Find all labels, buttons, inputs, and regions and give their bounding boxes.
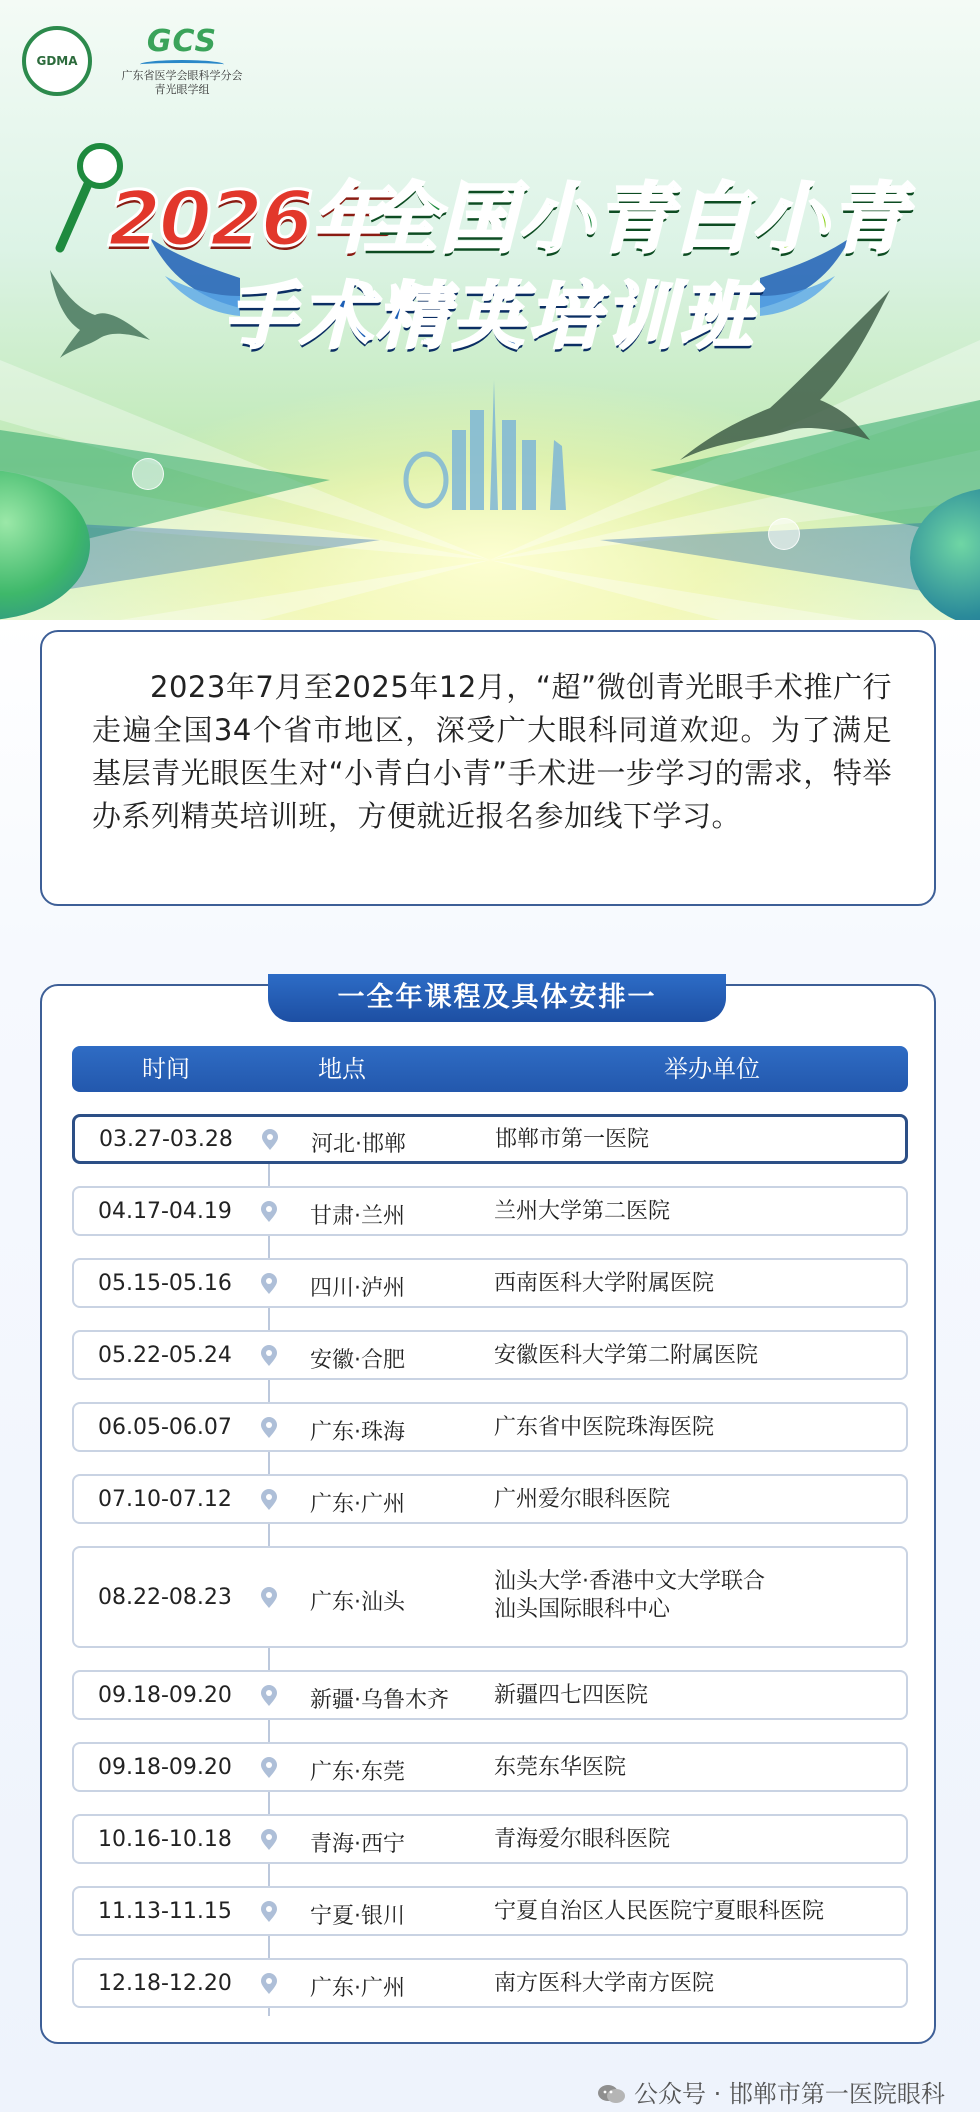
doctor-icon: [132, 458, 164, 490]
main-title: [70, 150, 950, 263]
row-host: 西南医科大学附属医院: [494, 1271, 715, 1296]
location-pin-icon: [258, 1345, 280, 1367]
location-pin-icon: [258, 1417, 280, 1439]
row-host-line-2: 汕头国际眼科中心: [494, 1597, 671, 1622]
eagle-left-icon: [40, 270, 150, 360]
table-row[interactable]: [72, 1330, 908, 1380]
hero-banner: [0, 0, 980, 620]
gdma-logo-text: GDMA: [36, 54, 78, 68]
row-date: 05.15-05.16: [98, 1271, 232, 1296]
row-host: 汕头大学·香港中文大学联合: [494, 1569, 765, 1594]
header-time: 时间: [142, 1055, 190, 1083]
row-host: 广州爱尔眼科医院: [494, 1487, 671, 1512]
footer-watermark: [596, 2074, 945, 2109]
title-highlight: 小青: [752, 174, 908, 263]
row-place: 青海·西宁: [310, 1832, 405, 1857]
row-place: 广东·珠海: [310, 1420, 405, 1445]
sub-title: 手术精英培训班: [223, 274, 756, 358]
row-date: 09.18-09.20: [98, 1683, 232, 1708]
row-place: 广东·汕头: [310, 1590, 405, 1615]
row-date: 10.16-10.18: [98, 1827, 232, 1852]
location-pin-icon: [258, 1587, 280, 1609]
title-year: 2026年: [108, 174, 386, 263]
row-date: 11.13-11.15: [98, 1899, 232, 1924]
location-pin-icon: [258, 1685, 280, 1707]
header-host: 举办单位: [664, 1055, 760, 1083]
table-row[interactable]: [72, 1886, 908, 1936]
row-place: 安徽·合肥: [310, 1348, 405, 1373]
schedule-title: 一全年课程及具体安排一: [268, 974, 726, 1022]
wave-icon: [140, 60, 224, 69]
row-date: 07.10-07.12: [98, 1487, 232, 1512]
row-date: 09.18-09.20: [98, 1755, 232, 1780]
footer-text: 公众号 · 邯郸市第一医院眼科: [634, 2080, 945, 2108]
location-pin-icon: [258, 1757, 280, 1779]
table-row[interactable]: [72, 1546, 908, 1648]
row-date: 06.05-06.07: [98, 1415, 232, 1440]
intro-card: [40, 630, 936, 906]
row-host: 安徽医科大学第二附属医院: [494, 1343, 759, 1368]
intro-text: 2023年7月至2025年12月，“超”微创青光眼手术推广行走遍全国34个省市地区，深受广大眼科同道欢迎。为了满足基层青光眼医生对“小青白小青”手术进一步学习的需求，特举办系列精英培训班，方便就近报名参加线下学习。: [92, 670, 892, 833]
row-host: 南方医科大学南方医院: [494, 1971, 715, 1996]
title-main: 全国小青白: [362, 174, 752, 263]
row-place: 广东·东莞: [310, 1760, 405, 1785]
table-row[interactable]: [72, 1742, 908, 1792]
table-row[interactable]: [72, 1474, 908, 1524]
schedule-table-header: [72, 1046, 908, 1092]
row-place: 甘肃·兰州: [310, 1204, 405, 1229]
location-pin-icon: [258, 1973, 280, 1995]
row-date: 08.22-08.23: [98, 1585, 232, 1610]
table-row[interactable]: [72, 1402, 908, 1452]
gdma-logo: [22, 26, 92, 96]
location-pin-icon: [258, 1829, 280, 1851]
table-row[interactable]: [72, 1814, 908, 1864]
title-main-wrap: [362, 158, 908, 267]
row-place: 四川·泸州: [310, 1276, 405, 1301]
location-pin-icon: [258, 1901, 280, 1923]
row-place: 新疆·乌鲁木齐: [310, 1688, 449, 1713]
row-place: 宁夏·银川: [310, 1904, 405, 1929]
row-host: 兰州大学第二医院: [494, 1199, 671, 1224]
row-date: 12.18-12.20: [98, 1971, 232, 1996]
gcs-logo-line-2: 青光眼学组: [154, 83, 210, 96]
row-host: 东莞东华医院: [494, 1755, 627, 1780]
location-pin-icon: [258, 1273, 280, 1295]
row-date: 05.22-05.24: [98, 1343, 232, 1368]
row-place: 河北·邯郸: [311, 1132, 406, 1157]
eagle-right-icon: [680, 290, 900, 490]
city-skyline-icon: [400, 380, 590, 510]
row-host: 邯郸市第一医院: [495, 1127, 650, 1152]
location-pin-icon: [258, 1489, 280, 1511]
table-row[interactable]: [72, 1258, 908, 1308]
gcs-logo-line-1: 广东省医学会眼科学分会: [121, 69, 243, 82]
row-place: 广东·广州: [310, 1492, 405, 1517]
row-place: 广东·广州: [310, 1976, 405, 2001]
table-row[interactable]: [72, 1958, 908, 2008]
row-date: 03.27-03.28: [99, 1127, 233, 1152]
header-place: 地点: [318, 1055, 366, 1083]
row-host: 广东省中医院珠海医院: [494, 1415, 715, 1440]
table-row[interactable]: [72, 1670, 908, 1720]
table-row[interactable]: [72, 1186, 908, 1236]
row-date: 04.17-04.19: [98, 1199, 232, 1224]
schedule-card: [40, 984, 936, 2044]
row-host: 青海爱尔眼科医院: [494, 1827, 671, 1852]
eye-icon: [768, 518, 800, 550]
row-host: 新疆四七四医院: [494, 1683, 649, 1708]
table-row[interactable]: [72, 1114, 908, 1164]
gcs-logo: [112, 24, 252, 94]
wechat-icon: [596, 2083, 626, 2105]
gcs-logo-mark: GCS: [146, 24, 218, 59]
location-pin-icon: [259, 1129, 281, 1151]
location-pin-icon: [258, 1201, 280, 1223]
row-host: 宁夏自治区人民医院宁夏眼科医院: [494, 1899, 825, 1924]
